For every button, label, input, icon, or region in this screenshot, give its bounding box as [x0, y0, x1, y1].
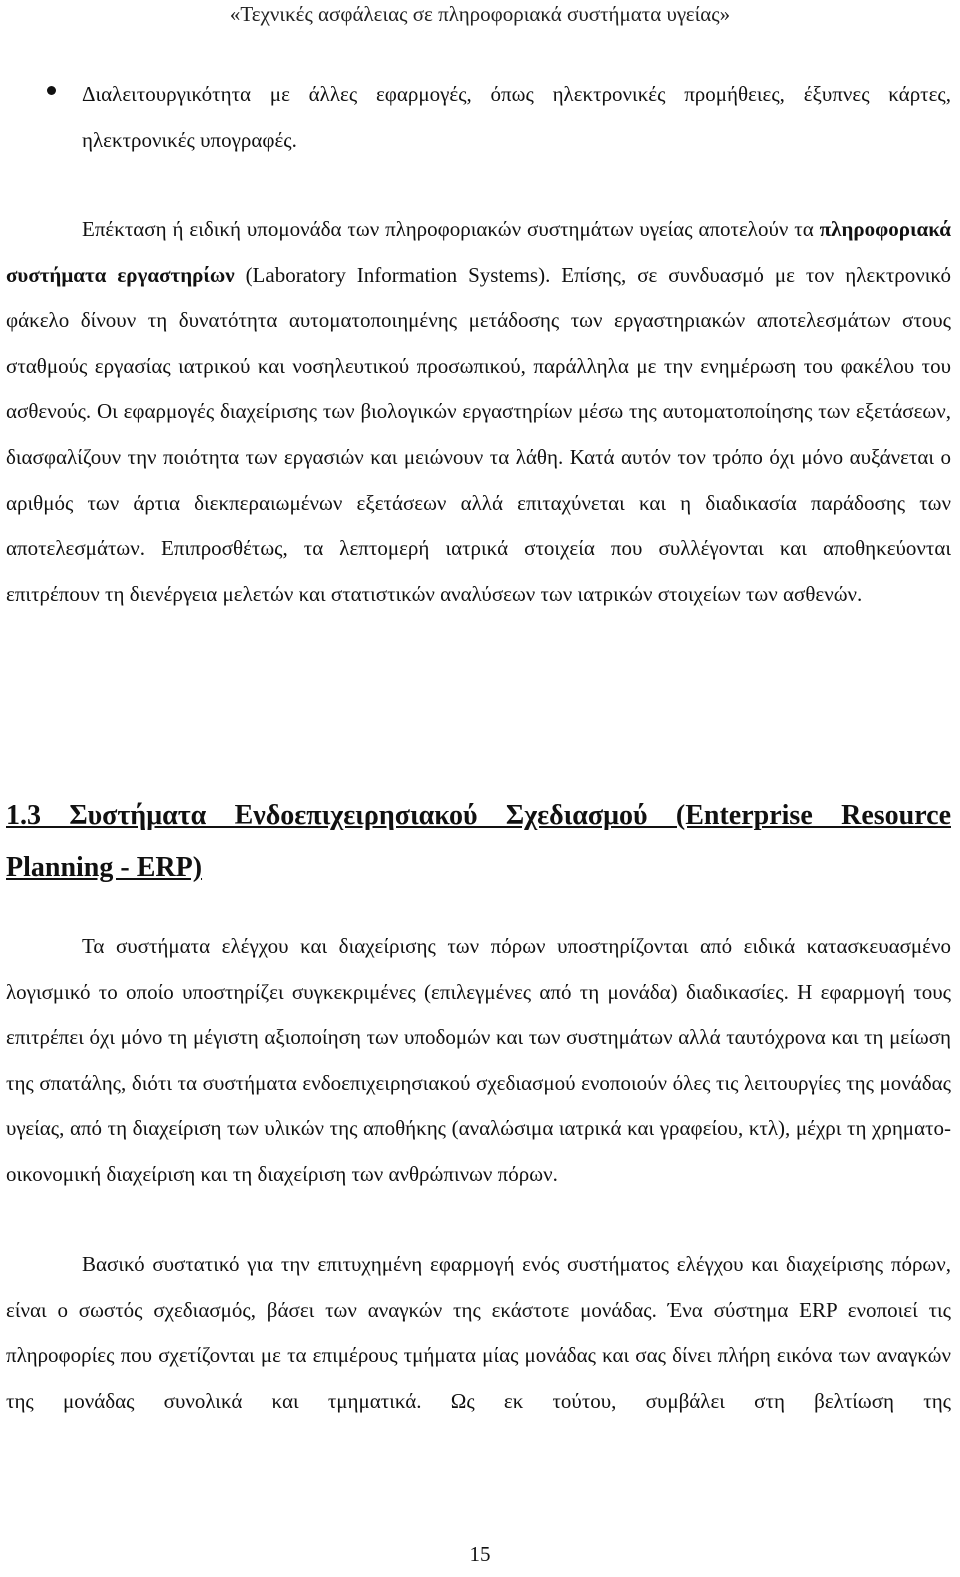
section-heading: 1.3 Συστήματα Ενδοεπιχειρησιακού Σχεδιασμού (Enterprise Resource Planning - ERP)	[6, 800, 951, 883]
bullet-icon	[47, 86, 56, 95]
paragraph-erp-design	[6, 1242, 951, 1424]
page-number: 15	[469, 1542, 491, 1566]
bold-term: πληροφοριακά συστήματα εργαστηρίων	[6, 217, 951, 287]
paragraph-rest: (Laboratory Information Systems). Επίσης, σε συνδυασμό με τον ηλεκτρονικό φάκελο δίνουν τη δυνατότητα αυτοματοποιημένης μετάδοσης των εργαστηριακών αποτελεσμάτων στους σταθμούς εργασίας ιατρικού και νοσηλευτικού προσωπικού, παράλληλα με την ενημέρωση του φακέλου του ασθενούς. Οι εφαρμογές διαχείρισης των βιολογικών εργαστηρίων μέσω της αυτοματοποίησης των εξετάσεων, διασφαλίζουν την ποιότητα των εργασιών και μειώνουν τα λάθη. Κατά αυτόν τον τρόπο όχι μόνο αυξάνεται ο αριθμός των άρτια διεκπεραιωμένων εξετάσεων αλλά επιταχύνεται και η διαδικασία παράδοσης των αποτελεσμάτων. Επιπροσθέτως, τα λεπτομερή ιατρικά στοιχεία που συλλέγονται και αποθηκεύονται επιτρέπουν τη διενέργεια μελετών και στατιστικών αναλύσεων των ιατρικών στοιχείων των ασθενών.	[6, 262, 952, 606]
paragraph-text: Τα συστήματα ελέγχου και διαχείρισης των πόρων υποστηρίζονται από ειδικά κατασκευασμένο λογισμικό το οποίο υποστηρίζει συγκεκριμένες (επιλεγμένες από τη μονάδα) διαδικασίες. Η εφαρμογή τους επιτρέπει όχι μόνο τη μέγιστη αξιοποίηση των υποδομών και των συστημάτων αλλά ταυτόχρονα και τη μείωση της σπατάλης, διότι τα συστήματα ενδοεπιχειρησιακού σχεδιασμού ενοποιούν όλες τις λειτουργίες της μονάδας υγείας, από τη διαχείριση των υλικών της αποθήκης (αναλώσιμα ιατρικά και γραφείου, κτλ), μέχρι τη χρηματο-οικονομική διαχείριση και τη διαχείριση των ανθρώπινων πόρων.	[6, 934, 951, 1186]
bullet-text: Διαλειτουργικότητα με άλλες εφαρμογές, όπως ηλεκτρονικές προμήθειες, έξυπνες κάρτες, ηλεκτρονικές υπογραφές.	[82, 82, 951, 152]
running-header: «Τεχνικές ασφάλειας σε πληροφοριακά συστήματα υγείας»	[229, 2, 731, 26]
paragraph-lab-systems	[6, 207, 951, 617]
paragraph-erp-intro	[6, 924, 951, 1198]
paragraph-text: Βασικό συστατικό για την επιτυχημένη εφαρμογή ενός συστήματος ελέγχου και διαχείρισης πόρων, είναι ο σωστός σχεδιασμός, βάσει των αναγκών της εκάστοτε μονάδας. Ένα σύστημα ERP ενοποιεί τις πληροφορίες που σχετίζονται με τα επιμέρους τμήματα μίας μονάδας και σας δίνει πλήρη εικόνα των αναγκών της μονάδας συνολικά και τμηματικά. Ως εκ τούτου, συμβάλει στη βελτίωση της	[6, 1252, 951, 1413]
paragraph-lead: Επέκταση ή ειδική υπομονάδα των πληροφοριακών συστημάτων υγείας αποτελούν τα	[82, 217, 820, 241]
